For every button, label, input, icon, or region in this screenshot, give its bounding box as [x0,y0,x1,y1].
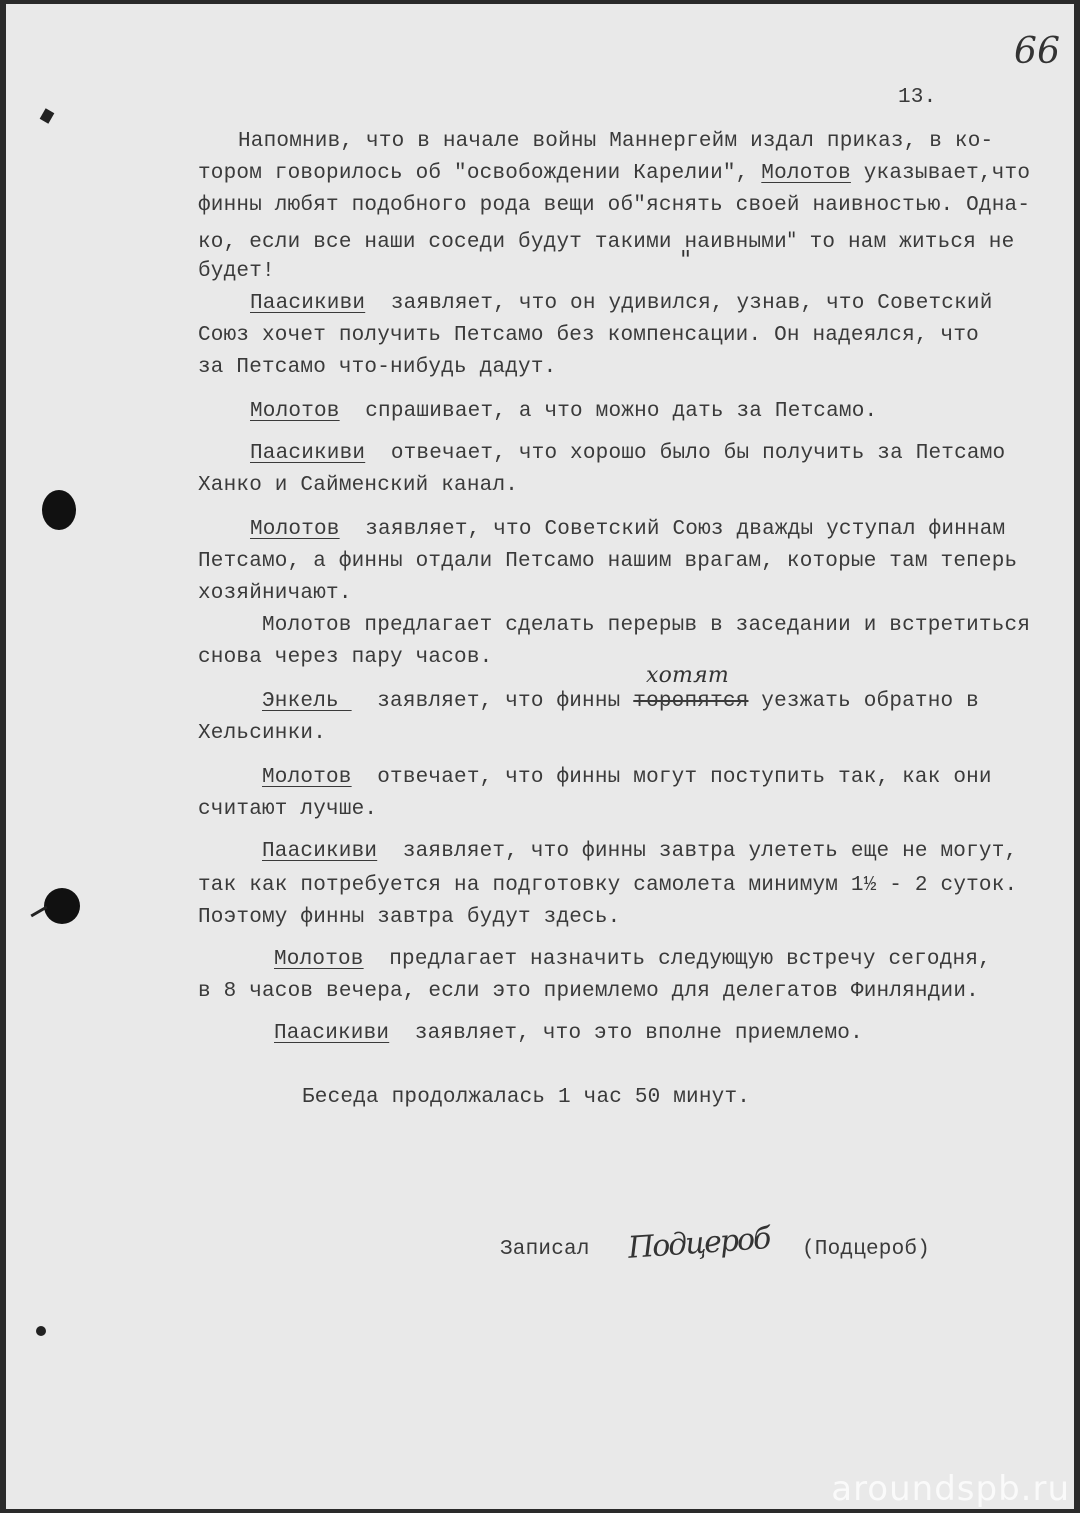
speaker-molotov: Молотов [250,518,340,541]
p10-line2: в 8 часов вечера, если это приемлемо для делегатов Финляндии. [198,980,979,1003]
document-page [6,4,1074,1509]
p3-line1 [250,400,877,424]
handwritten-correction: хотят [646,663,729,688]
struck-word: торопятся [633,690,749,713]
p5-line1-text: заявляет, что Советский Союз дважды уступал финнам [339,518,1006,541]
handwritten-comma-mark: " [786,228,797,252]
p1-line4 [198,228,1014,255]
p9-line2: так как потребуется на подготовку самолета минимум 1½ - 2 суток. [198,874,1018,897]
p10-line1 [274,948,991,972]
p4-line1-text: отвечает, что хорошо было бы получить за Петсамо [365,442,1006,465]
p9-line3: Поэтому финны завтра будут здесь. [198,906,621,929]
punch-hole-bottom [44,888,80,924]
speaker-molotov: Молотов [761,162,851,185]
p7-line1 [262,690,979,714]
signature-label: Записал [500,1238,590,1261]
margin-mark-bottom [36,1326,46,1336]
p11-line1 [274,1022,863,1046]
p7-line1-text: заявляет, что финны [351,690,634,713]
p1-line1: Напомнив, что в начале войны Маннергейм издал приказ, в ко- [238,130,994,153]
page-number: 13. [898,86,937,109]
watermark: aroundspb.ru [831,1469,1070,1509]
speaker-molotov: Молотов [262,766,352,789]
p1-line2-text-end: указывает,что [850,162,1031,185]
speaker-enckell: Энкель [262,690,352,713]
p7-line1-text-end: уезжать обратно в [748,690,979,713]
speaker-molotov: Молотов [274,948,364,971]
p5-line2: Петсамо, а финны отдали Петсамо нашим врагам, которые там теперь [198,550,1018,573]
closing-line: Беседа продолжалась 1 час 50 минут. [302,1086,751,1109]
p5-line1 [250,518,1005,542]
speaker-paasikivi: Паасикиви [250,292,366,315]
p11-line1-text: заявляет, что это вполне приемлемо. [389,1022,863,1045]
p1-line4-text: ко, если все наши соседи будут такими наивными [198,231,787,254]
margin-mark-top [40,108,55,123]
p8-line2: считают лучше. [198,798,378,821]
p9-line1-text: заявляет, что финны завтра улететь еще не могут, [377,840,1018,863]
signature-name: (Подцероб) [802,1238,931,1261]
p2-line1 [250,292,993,316]
p2-line2: Союз хочет получить Петсамо без компенсации. Он надеялся, что [198,324,979,347]
p6-line1: Молотов предлагает сделать перерыв в заседании и встретиться [262,614,1031,637]
p8-line1-text: отвечает, что финны могут поступить так, как они [351,766,992,789]
speaker-paasikivi: Паасикиви [262,840,378,863]
speaker-paasikivi: Паасикиви [274,1022,390,1045]
archive-page-mark: 66 [1014,31,1061,72]
speaker-molotov: Молотов [250,400,340,423]
p5-line3: хозяйничают. [198,582,352,605]
p9-line1 [262,840,1017,864]
p6-line2: снова через пару часов. [198,646,493,669]
p1-line2 [198,162,1030,186]
p4-line2: Ханко и Сайменский канал. [198,474,519,497]
p1-line2-text: тором говорилось об "освобождении Карелии", [198,162,762,185]
handwritten-quote-mark: " [680,246,692,274]
speaker-paasikivi: Паасикиви [250,442,366,465]
p10-line1-text: предлагает назначить следующую встречу сегодня, [363,948,991,971]
punch-hole-top [42,490,76,530]
p7-line2: Хельсинки. [198,722,327,745]
p2-line1-text: заявляет, что он удивился, узнав, что Советский [365,292,993,315]
p2-line3: за Петсамо что-нибудь дадут. [198,356,557,379]
handwritten-signature: Подцероб [626,1221,771,1266]
p3-line1-text: спрашивает, а что можно дать за Петсамо. [339,400,878,423]
p1-line4-text-end: то нам житься не [796,231,1015,254]
p1-line3: финны любят подобного рода вещи об"яснять своей наивностью. Одна- [198,194,1031,217]
p4-line1 [250,442,1005,466]
p8-line1 [262,766,992,790]
p1-line5: будет! [198,260,275,283]
